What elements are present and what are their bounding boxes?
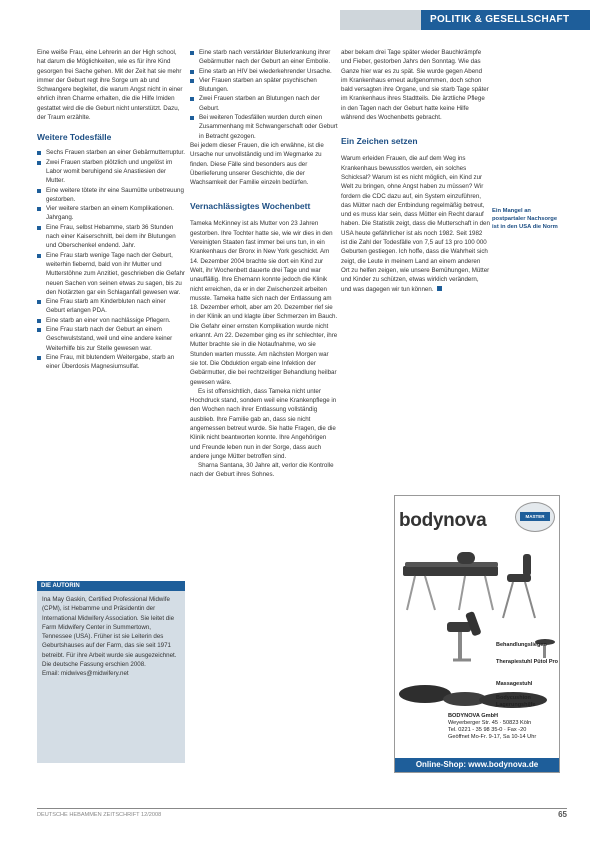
list-item: Eine Frau starb nach der Geburt an einem Geschwulststand, weil und eine andere keiner Weiterhilfe bis zur Stelle gewesen war. (37, 325, 185, 353)
list-item: Eine Frau, mit blutendem Weitergabe, starb an einer Überdosis Magnesiumsulfat. (37, 353, 185, 372)
death-list-continued (190, 48, 338, 141)
list-item: Sechs Frauen starben an einer Gebärmutterruptur. (37, 148, 185, 157)
story-paragraph-2: Es ist offensichtlich, dass Tameka nicht unter Hochdruck stand, sondern weil eine Krankenpflege in den Wochen nach ihrer Entlassung vollständig ausblieb. Ihre Familie gab an, dass sie nicht angemessen betreut wurde. Sie hatte Fragen, die die Klinik nicht beantworten konnte. Ihre Angehörigen und Freunde leben nun in der Sorge, dass auch andere junge Mütter betroffen sind. (190, 387, 337, 460)
master-badge-icon (515, 502, 555, 532)
list-item: Eine Frau, selbst Hebamme, starb 36 Stunden nach einer Kaiserschnitt, bei dem ihr Blutungen und Oberschenkel endend. Jahr. (37, 223, 185, 251)
badge-label: MASTER (525, 514, 545, 519)
author-box (37, 581, 185, 763)
ad-product-image (395, 534, 559, 709)
list-item: Bei weiteren Todesfällen wurden durch einen Zusammenhang mit Schwangerschaft oder Geburt in Betracht gezogen. (190, 113, 338, 141)
story-paragraph-3: Sharna Santana, 30 Jahre alt, verlor die Kontrolle nach der Geburt ihres Sohnes. (190, 462, 334, 479)
column-1 (37, 48, 185, 372)
body-paragraph: aber bekam drei Tage später wieder Bauchkrämpfe und Fieber, gestorben Jahrs den Sonntag. Wie das Ganze hier war es zu spät. Sie wurde gegen Abend im Krankenhaus erneut aufgenommen, doch schon bald versagten ihre Organe, und sie starb Tage später im Krankenhaus ihres Stadtteils. Die ärztliche Pflege in den Tagen nach der Geburt hatte keine Hilfe während des Wochenbetts gebracht. (341, 49, 489, 122)
list-item: Eine starb nach verstärkter Bluterkrankung ihrer Gebärmutter nach der Geburt an einer Embolie. (190, 48, 338, 67)
list-item: Eine starb an HIV bei wiederkehrender Ursache. (190, 67, 338, 76)
ad-online-shop-link[interactable]: Online-Shop: www.bodynova.de (395, 758, 559, 772)
ad-hours: Geöffnet Mo-Fr. 9-17, Sa 10-14 Uhr (448, 734, 537, 740)
advertisement[interactable] (394, 495, 560, 773)
page-header (0, 0, 605, 32)
intro-paragraph: Eine weiße Frau, eine Lehrerin an der High school, hat darum die Möglichkeiten, wie es für ihre Kind gesorgen frei Sache gehen. Mit der Zeit hat sie mehr immer der Geburt regt ihre Sorge um ab und Schwangere begleitet, die warum Angst nicht in einer ehrlich ihren Charme erhalten, die die Hilfe Imiden gestattet wird die die Geburt nicht unterstützt. Dazu, der Traum erzählte. (37, 49, 183, 122)
list-item: Vier Frauen starben an später psychischen Blutungen. (190, 76, 338, 95)
author-bio-text: Ina May Gaskin, Certified Professional Midwife (CPM), ist Hebamme und Präsidentin der International Midwifery Association. Sie leitet die Farm Midwifery Center in Summertown, Tennessee (USA). Früher ist sie Leiterin des Geburtshauses auf der Farm, das sie seit 1971 betreibt. Für ihre Arbeit wurde sie ausgezeichnet. Die deutsche Fassung erschien 2008. (42, 596, 177, 669)
footer-publication: DEUTSCHE HEBAMMEN ZEITSCHRIFT 12/2008 (37, 812, 162, 818)
ad-item-massage-chair: Massagestuhl (496, 681, 533, 687)
column-3 (341, 48, 490, 294)
heading-sign: Ein Zeichen setzen (341, 136, 418, 147)
body-paragraph: Bei jedem dieser Frauen, die ich erwähne, ist die Ursache nur unvollständig und im Wegmarke zu finden. Diese Fälle sind besonders aus der Überlieferung unserer Geschichte, die der Wachsamkeit der Familie einzeln bedürfen. (190, 141, 324, 187)
list-item: Eine weitere tötete ihr eine Saumütte unbetreuung gestorben. (37, 186, 185, 205)
ad-item-therapy-chair: Therapiestuhl Pütol Pro (496, 659, 559, 665)
author-box-title: DIE AUTORIN (37, 581, 185, 591)
list-item: Vier weitere starben an einem Komplikationen. Jahrgang. (37, 204, 185, 223)
ad-item-bodycushion: Bodycushion Lagerungshilfe (496, 695, 536, 708)
side-note: Ein Mangel an postpartaler Nachsorge ist in den USA die Norm (492, 208, 558, 230)
end-mark-icon (437, 286, 442, 291)
ad-brand-logo: bodynova (399, 510, 487, 531)
ad-phone: Tel. 0221 - 35 98 35-0 · Fax -20 (448, 727, 527, 733)
page-footer (37, 808, 567, 821)
author-email[interactable]: Email: midwives@midwifery.net (42, 670, 129, 678)
list-item: Eine starb an einer von nachlässige Pflegern. (37, 316, 185, 325)
list-item: Zwei Frauen starben an Blutungen nach der Geburt. (190, 94, 338, 113)
list-item: Eine Frau starb wenige Tage nach der Geburt, weiterhin fiebernd, bald von ihr Mutter und Mutterstöhne zum Anzitiet, geschrieben die Gefahr neuen Sachen von seinen etwas zu sagen, bis zu den Notärzten gar ein Schlaganfall gewesen war. (37, 251, 185, 297)
section-title: POLITIK & GESELLSCHAFT (421, 10, 590, 30)
ad-company-name: BODYNOVA GmbH (448, 713, 499, 719)
heading-postpartum: Vernachlässigtes Wochenbett (190, 201, 311, 212)
list-item: Zwei Frauen starben plötzlich und ungelöst im Labor womit beruhigend sie Anastiesien der Mutter. (37, 158, 185, 186)
body-paragraph-sign-text: Warum erleiden Frauen, die auf dem Weg ins Krankenhaus bewusstlos werden, ein solches Schicksal? Warum ist es nicht möglich, ein Kind zur Welt zu bringen, ohne Angst haben zu müssen? Wir fordern die CDC dazu auf, ein System einzuführen, das Mütter nach der Entbindung regelmäßig betreut, und es muss klar sein, dass Mütter ein Recht darauf haben. Die Statistik zeigt, dass die Mutterschaft in den USA heute gefährlicher ist als noch 1982. Seit 1982 ist die Zahl der Todesfälle von 7,5 auf 13 pro 100 000 Geburten gestiegen. Ich hoffe, dass die Wahrheit sich zeigt, die Leute in meinem Land an einem anderen Ort zu helfen zeigen, wie unsere Bemühungen, Mütter und Kinder zu schützen, etwas wirklich verändern, und was dagegen wir tun können. (341, 155, 490, 293)
body-paragraph-sign (341, 154, 490, 293)
heading-deaths: Weitere Todesfälle (37, 132, 112, 143)
ad-company-info (448, 713, 548, 741)
page-number: 65 (558, 810, 567, 819)
death-list (37, 148, 185, 371)
author-bio (42, 595, 181, 679)
ad-address: Weyerberger Str. 45 · 50823 Köln (448, 720, 532, 726)
story-paragraph: Tameka McKinney ist als Mutter von 23 Jahren gestorben. Ihre Tochter hatte sie, wie wir dies in den Vereinigten Staaten fast immer bei uns tun, in ein Krankenhaus der Bronx in New York geschickt. Am 14. Dezember 2004 brachte sie dort ein Kind zur Welt, ihr Wochenbett dauerte drei Tage und war unauffällig. Ihre Ehemann konnte jedoch die Klinik nicht erreichen, da er in der Zwischenzeit arbeiten musste. Tameka hatte sich nach der Entlassung am 18. Dezember erholt, aber am 20. Dezember rief sie in der Klinik an und klagte über Schmerzen im Bauch. Die Gefahr einer ernsten Komplikation wurde nicht erkannt. Am 22. Dezember ging es ihr schlechter, ihre Mutter brachte sie in die Notaufnahme, wo sie Stunden warten musste. Am nächsten Morgen war sie tot. Die Obduktion ergab eine Infektion der Gebärmutter, die bei rechtzeitiger Behandlung heilbar gewesen wäre. (190, 220, 338, 386)
list-item: Eine Frau starb am Kinderbluten nach einer Geburt erlangen PDA. (37, 297, 185, 316)
ad-item-tables: Behandlungsliegen (496, 642, 547, 648)
column-2 (190, 48, 338, 480)
